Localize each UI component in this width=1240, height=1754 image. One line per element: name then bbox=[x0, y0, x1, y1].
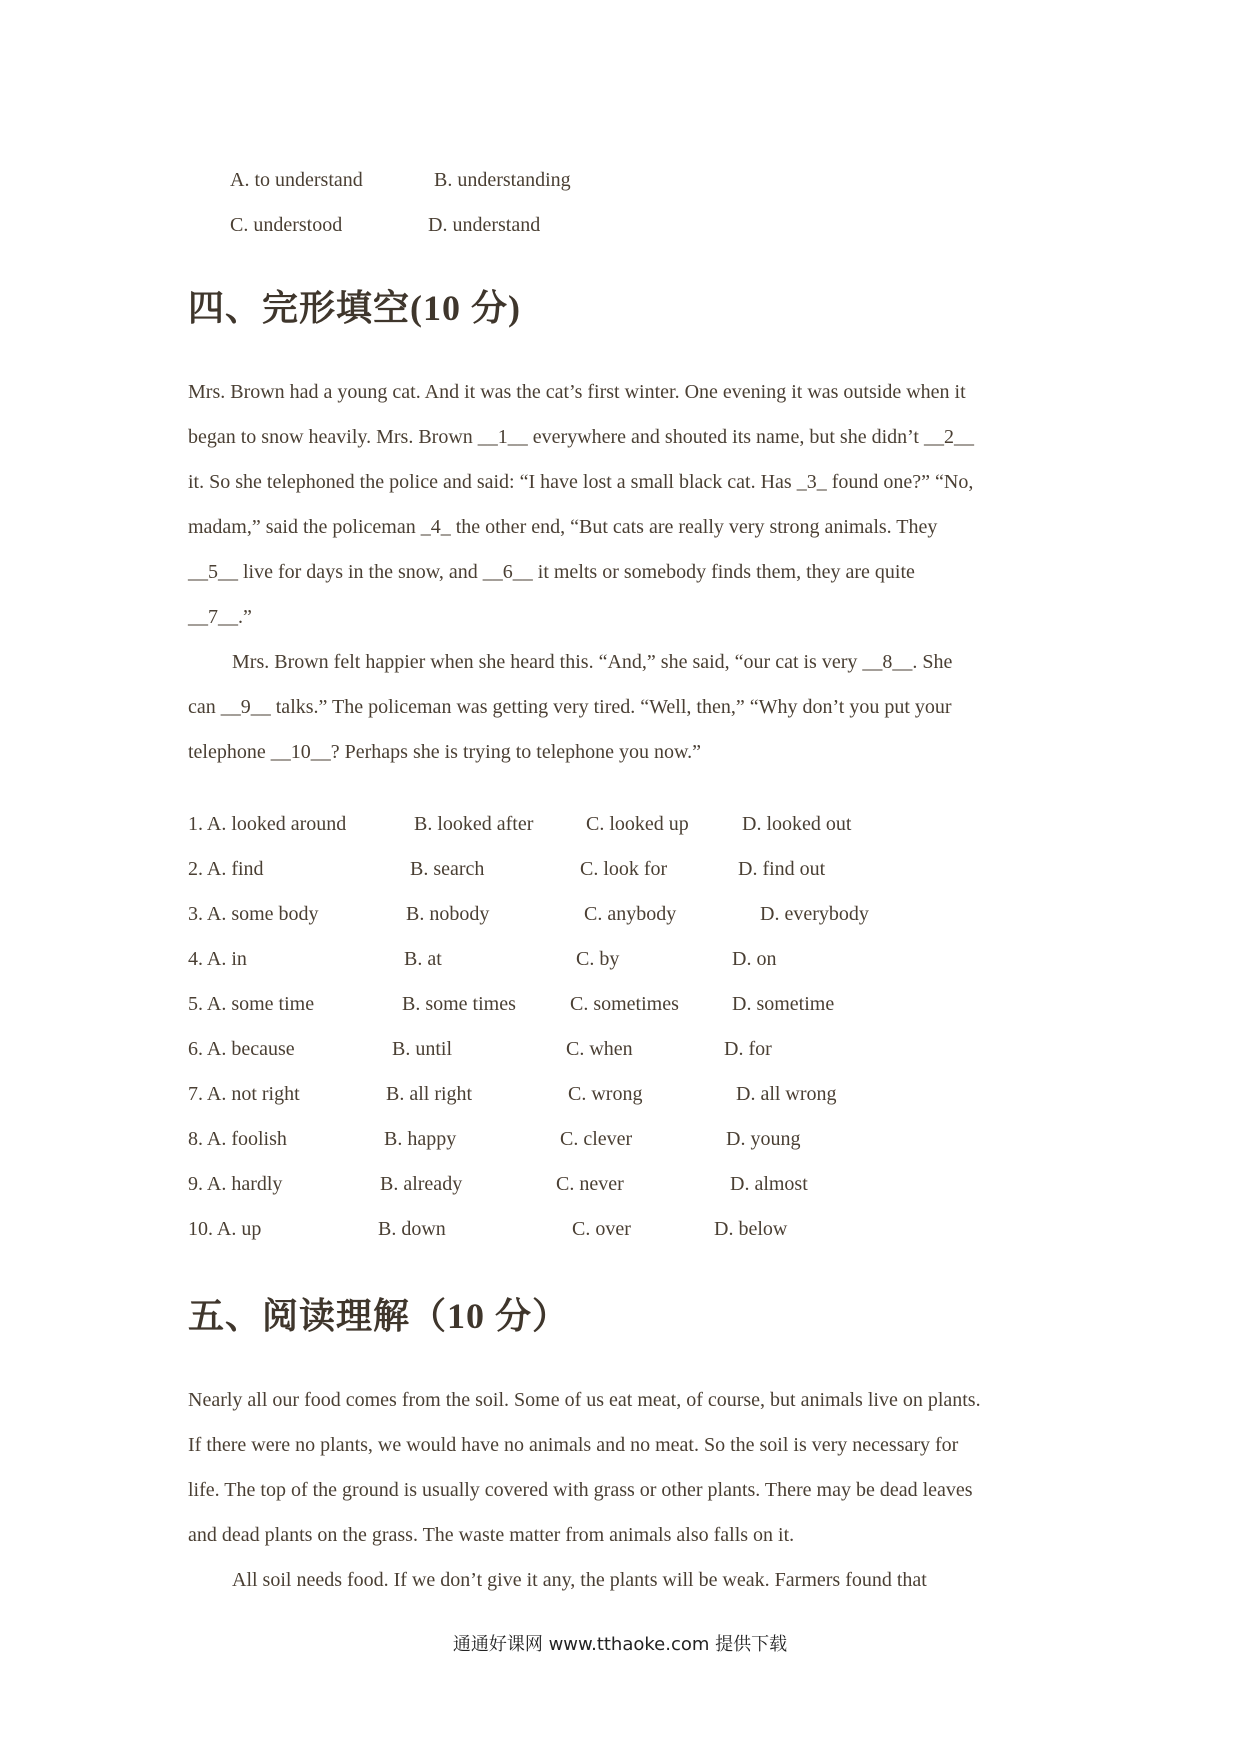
passage-line: it. So she telephoned the police and said: “I have lost a small black cat. Has _3_ found one?” “No, bbox=[188, 471, 974, 493]
section-4-heading: 四、完形填空(10 分) bbox=[188, 288, 521, 328]
choice-c: C. look for bbox=[580, 858, 668, 880]
prev-question-options-row-2 bbox=[0, 211, 1240, 239]
question-row bbox=[0, 1125, 1240, 1153]
passage-line: began to snow heavily. Mrs. Brown __1__ everywhere and shouted its name, but she didn’t __2__ bbox=[188, 426, 974, 448]
choice-c: C. clever bbox=[560, 1128, 633, 1150]
choice-d: D. on bbox=[732, 948, 777, 970]
choice-a: 3. A. some body bbox=[188, 903, 319, 925]
choice-d: D. for bbox=[724, 1038, 772, 1060]
prev-question-options-row-1 bbox=[0, 166, 1240, 194]
choice-b: B. until bbox=[392, 1038, 453, 1060]
passage-line: If there were no plants, we would have no animals and no meat. So the soil is very necessary for bbox=[188, 1434, 959, 1456]
passage-line: telephone __10__? Perhaps she is trying to telephone you now.” bbox=[188, 741, 702, 763]
choice-a: 5. A. some time bbox=[188, 993, 315, 1015]
choice-d: D. looked out bbox=[742, 813, 852, 835]
choice-b: B. happy bbox=[384, 1128, 457, 1150]
choice-c: C. never bbox=[556, 1173, 624, 1195]
passage-line bbox=[188, 640, 1068, 685]
choice-c: C. when bbox=[566, 1038, 633, 1060]
question-row bbox=[0, 1215, 1240, 1243]
option-a: A. to understand bbox=[230, 169, 363, 191]
section-5-heading: 五、阅读理解（10 分） bbox=[188, 1296, 570, 1336]
passage-line: Nearly all our food comes from the soil. Some of us eat meat, of course, but animals live on plants. bbox=[188, 1389, 981, 1411]
option-c: C. understood bbox=[230, 214, 343, 236]
question-row bbox=[0, 810, 1240, 838]
choice-b: B. at bbox=[404, 948, 442, 970]
choice-a: 1. A. looked around bbox=[188, 813, 347, 835]
choice-b: B. all right bbox=[386, 1083, 473, 1105]
question-row bbox=[0, 945, 1240, 973]
choice-d: D. young bbox=[726, 1128, 801, 1150]
choice-c: C. looked up bbox=[586, 813, 689, 835]
option-b: B. understanding bbox=[434, 169, 571, 191]
choice-c: C. anybody bbox=[584, 903, 677, 925]
choice-b: B. some times bbox=[402, 993, 516, 1015]
question-row bbox=[0, 1035, 1240, 1063]
choice-b: B. search bbox=[410, 858, 485, 880]
choice-d: D. below bbox=[714, 1218, 788, 1240]
choice-a: 4. A. in bbox=[188, 948, 247, 970]
choice-d: D. everybody bbox=[760, 903, 869, 925]
passage-line: Mrs. Brown had a young cat. And it was the cat’s first winter. One evening it was outside when it bbox=[188, 381, 966, 403]
question-row bbox=[0, 1080, 1240, 1108]
choice-d: D. find out bbox=[738, 858, 826, 880]
passage-line: and dead plants on the grass. The waste matter from animals also falls on it. bbox=[188, 1524, 795, 1546]
choice-b: B. nobody bbox=[406, 903, 490, 925]
passage-line: __7__.” bbox=[188, 606, 252, 628]
question-row bbox=[0, 1170, 1240, 1198]
question-row bbox=[0, 855, 1240, 883]
passage-line: life. The top of the ground is usually covered with grass or other plants. There may be dead leaves bbox=[188, 1479, 973, 1501]
passage-line: madam,” said the policeman _4_ the other end, “But cats are really very strong animals. They bbox=[188, 516, 938, 538]
question-row bbox=[0, 900, 1240, 928]
choice-c: C. wrong bbox=[568, 1083, 643, 1105]
choice-a: 2. A. find bbox=[188, 858, 264, 880]
passage-line-text: Mrs. Brown felt happier when she heard this. “And,” she said, “our cat is very __8__. She bbox=[232, 651, 953, 673]
choice-c: C. over bbox=[572, 1218, 631, 1240]
choice-b: B. looked after bbox=[414, 813, 534, 835]
passage-line bbox=[188, 1558, 1068, 1603]
choice-d: D. almost bbox=[730, 1173, 808, 1195]
choice-a: 8. A. foolish bbox=[188, 1128, 287, 1150]
choice-c: C. by bbox=[576, 948, 620, 970]
choice-a: 7. A. not right bbox=[188, 1083, 300, 1105]
choice-c: C. sometimes bbox=[570, 993, 679, 1015]
choice-a: 9. A. hardly bbox=[188, 1173, 283, 1195]
choice-b: B. already bbox=[380, 1173, 463, 1195]
passage-line: can __9__ talks.” The policeman was getting very tired. “Well, then,” “Why don’t you put your bbox=[188, 696, 952, 718]
choice-a: 6. A. because bbox=[188, 1038, 295, 1060]
page-footer: 通通好课网 www.tthaoke.com 提供下载 bbox=[452, 1634, 788, 1655]
cloze-passage bbox=[188, 370, 1068, 775]
passage-line: __5__ live for days in the snow, and __6__ it melts or somebody finds them, they are quite bbox=[188, 561, 915, 583]
choice-a: 10. A. up bbox=[188, 1218, 262, 1240]
reading-passage bbox=[188, 1378, 1068, 1603]
question-row bbox=[0, 990, 1240, 1018]
option-d: D. understand bbox=[428, 214, 541, 236]
choice-d: D. all wrong bbox=[736, 1083, 837, 1105]
passage-line-text: All soil needs food. If we don’t give it any, the plants will be weak. Farmers found that bbox=[232, 1569, 927, 1591]
choice-b: B. down bbox=[378, 1218, 446, 1240]
choice-d: D. sometime bbox=[732, 993, 835, 1015]
